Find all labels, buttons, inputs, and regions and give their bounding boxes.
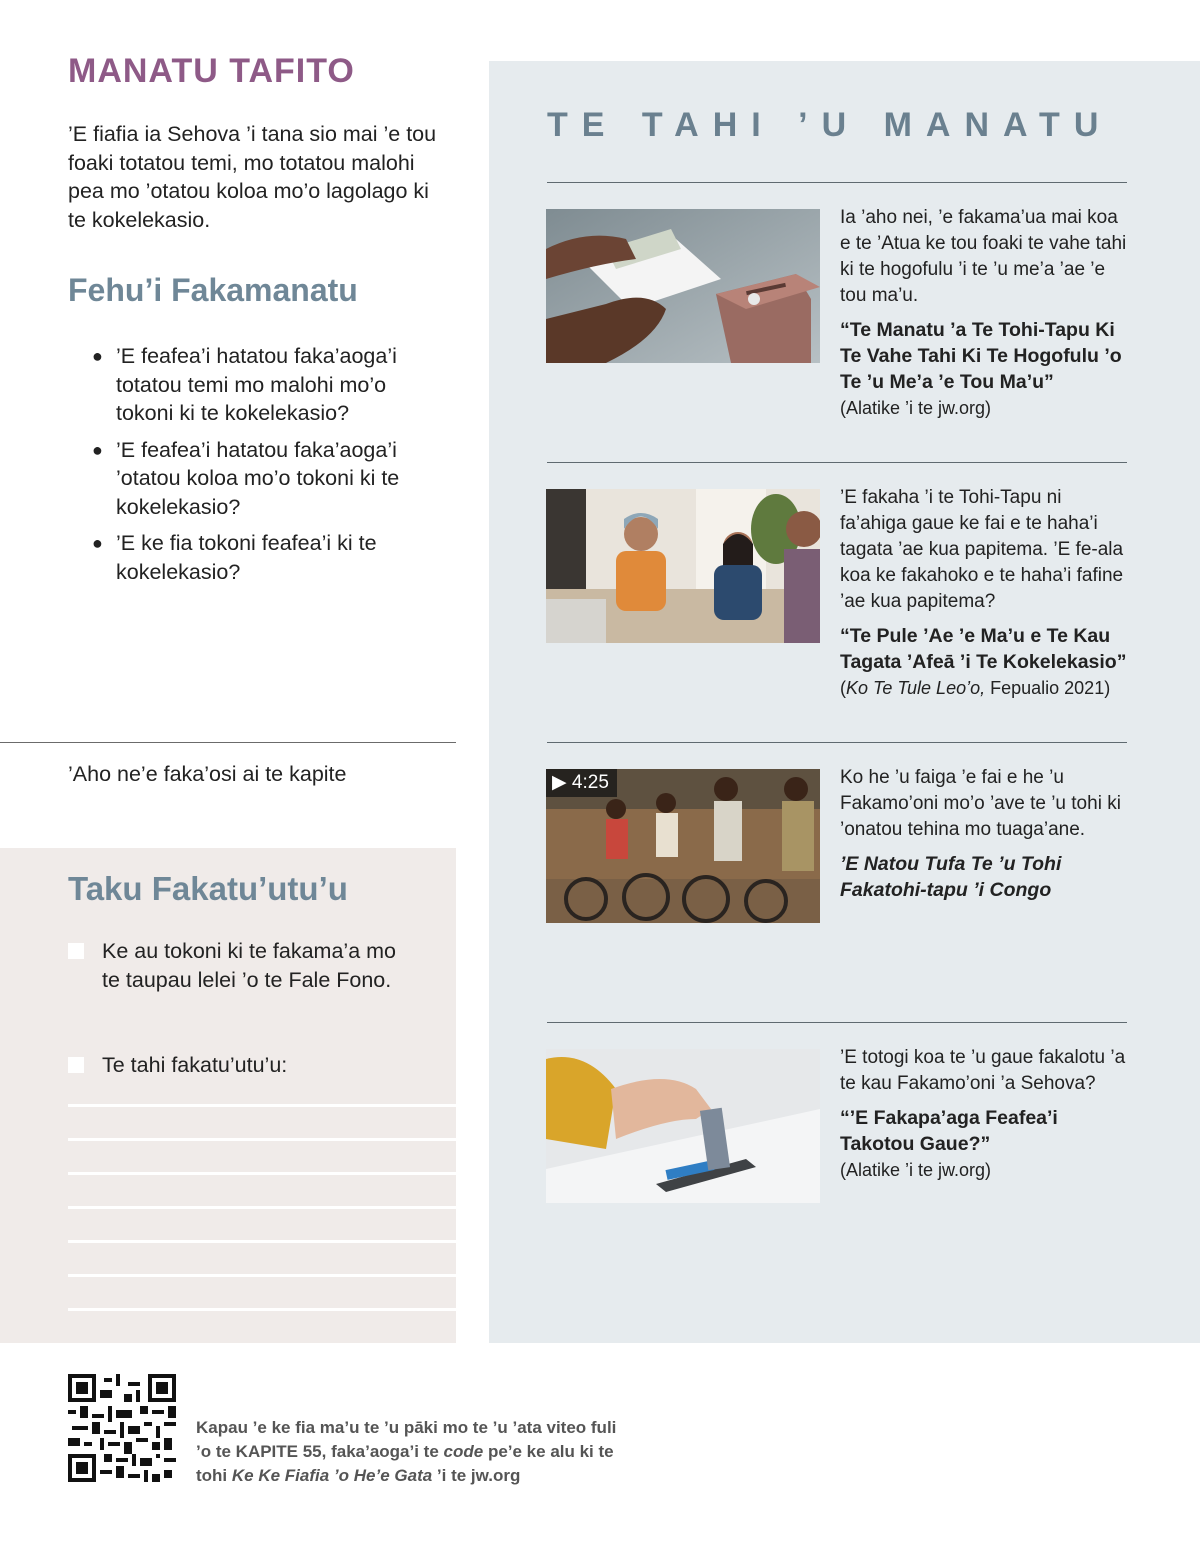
divider [547,742,1127,743]
main-points-title: MANATU TAFITO [68,52,355,90]
main-points-text: ’E fiafia ia Sehova ’i tana sio mai ’e tou foaki totatou temi, mo totatou malohi pea mo ’otatou koloa mo’o lagolago ki te kokelekasio. [68,122,437,232]
divider [0,742,456,743]
article-link[interactable]: “Te Manatu ’a Te Tohi-Tapu Ki Te Vahe Tahi Ki Te Hogofulu ’o Te ’u Me’a ’e Tou Ma’u” [840,319,1122,393]
finished-date-label: ’Aho ne’e faka’osi ai te kapite [68,762,347,786]
bullet-icon: ● [92,533,103,553]
review-heading: Fehu’i Fakamanatu [68,272,358,308]
qr-code-icon[interactable] [68,1374,176,1482]
goal-item-other[interactable]: Te tahi fakatu’utu’u: [68,1051,408,1080]
source-label: (Alatike ’i te jw.org) [840,1160,992,1180]
goal-heading: Taku Fakatu’utu’u [68,870,348,907]
source-label: (Alatike ’i te jw.org) [840,398,992,418]
hand-donation-slot-image[interactable] [546,1049,820,1203]
write-line[interactable] [68,1104,456,1107]
women-bible-study-image[interactable] [546,489,820,643]
men-with-bicycles-video-thumbnail[interactable] [546,769,820,923]
bullet-icon: ● [92,439,103,460]
video-link[interactable]: ’E Natou Tufa Te ’u Tohi Fakatohi-tapu ’i Congo [840,853,1062,901]
footer-note: Kapau ’e ke fia ma’u te ’u pāki mo te ’u ’ata viteo fuli ’o te KAPITE 55, faka’aoga’i te code pe’e ke alu ki te tohi Ke Ke Fiafia ’o He’e Gata ’i te jw.org [196,1418,617,1485]
divider [547,182,1127,183]
video-card: Ko he ’u faiga ’e fai e he ’u Fakamo’oni mo’o ’ave te ’u tohi ki ’onatou tehina mo tuaga’ane. ’E Natou Tufa Te ’u Tohi Fakatohi-tapu ’i Congo [840,765,1130,903]
write-line[interactable] [68,1308,456,1311]
article-card: ’E fakaha ’i te Tohi-Tapu ni fa’ahiga gaue ke fai e te haha’i tagata ’ae kua papitema. ’E fe-ala koa ke fakahoko e te haha’i fafine ’ae kua papitema? “Te Pule ’Ae ’e Ma’u e Te Kau Tagata ’Afeā ’i Te Kokelekasio” (Ko Te Tule Leo’o, Fepualio 2021) [840,485,1130,701]
write-line[interactable] [68,1240,456,1243]
goal-box [0,848,456,1343]
source-label: (Ko Te Tule Leo’o, Fepualio 2021) [840,678,1111,698]
review-questions-list [90,342,430,594]
video-duration-badge: ▶ 4:25 [546,769,617,797]
write-line[interactable] [68,1206,456,1209]
article-card: Ia ’aho nei, ’e fakama’ua mai koa e te ’Atua ke tou foaki te vahe tahi ki te hogofulu ’i te ’u me’a ’ae ’e tou ma’u. “Te Manatu ’a Te Tohi-Tapu Ki Te Vahe Tahi Ki Te Hogofulu ’o Te ’u Me’a ’e Tou Ma’u” (Alatike ’i te jw.org) [840,205,1130,421]
review-question: ● ’E feafea’i hatatou faka’aoga’i totatou temi mo malohi mo’o tokoni ki te kokelekasio? [92,344,397,425]
review-question: ● ’E feafea’i hatatou faka’aoga’i ’otatou koloa mo’o tokoni ki te kokelekasio? [92,437,400,519]
write-line[interactable] [68,1274,456,1277]
article-card: ’E totogi koa te ’u gaue fakalotu ’a te kau Fakamo’oni ’a Sehova? “’E Fakapa’aga Feafea’i Takotou Gaue?” (Alatike ’i te jw.org) [840,1045,1130,1183]
write-line[interactable] [68,1172,456,1175]
divider [547,462,1127,463]
explore-more-heading: TE TAHI ’U MANATU [547,106,1113,144]
checkbox-icon[interactable] [68,943,84,959]
write-line[interactable] [68,1138,456,1141]
article-link[interactable]: “Te Pule ’Ae ’e Ma’u e Te Kau Tagata ’Afeā ’i Te Kokelekasio” [840,625,1127,673]
divider [547,1022,1127,1023]
donation-envelope-box-image[interactable] [546,209,820,363]
goal-item[interactable]: Ke au tokoni ki te fakama’a mo te taupau lelei ’o te Fale Fono. [68,937,408,994]
play-icon: ▶ [552,772,567,793]
bullet-icon: ● [92,346,103,366]
checkbox-icon[interactable] [68,1057,84,1073]
review-question: ● ’E ke fia tokoni feafea’i ki te kokelekasio? [92,531,377,584]
article-link[interactable]: “’E Fakapa’aga Feafea’i Takotou Gaue?” [840,1107,1058,1155]
